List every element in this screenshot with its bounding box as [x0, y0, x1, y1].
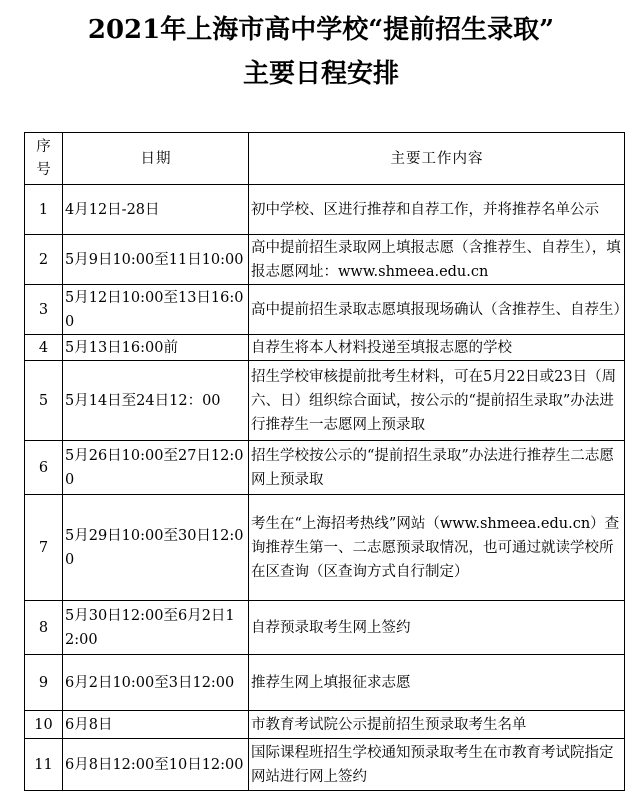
row-index: 4 — [25, 335, 63, 361]
row-content: 国际课程班招生学校通知预录取考生在市教育考试院指定网站进行网上签约 — [249, 739, 625, 791]
table-row — [25, 601, 625, 655]
row-content: 高中提前招生录取志愿填报现场确认（含推荐生、自荐生） — [249, 285, 625, 335]
row-index: 11 — [25, 739, 63, 791]
row-date: 6月2日10:00至3日12:00 — [63, 655, 249, 711]
row-content: 市教育考试院公示提前招生预录取考生名单 — [249, 711, 625, 739]
row-content: 考生在“上海招考热线”网站（www.shmeea.edu.cn）查询推荐生第一、二志愿预录取情况，也可通过就读学校所在区查询（区查询方式自行制定） — [249, 495, 625, 601]
table-row — [25, 285, 625, 335]
row-date: 6月8日 — [63, 711, 249, 739]
row-content: 高中提前招生录取网上填报志愿（含推荐生、自荐生），填报志愿网址：www.shmeea.edu.cn — [249, 235, 625, 285]
row-index: 7 — [25, 495, 63, 601]
row-content: 自荐预录取考生网上签约 — [249, 601, 625, 655]
header-index: 序 号 — [25, 133, 63, 185]
row-date: 6月8日12:00至10日12:00 — [63, 739, 249, 791]
row-index: 3 — [25, 285, 63, 335]
table-header-row — [25, 133, 625, 185]
row-index: 9 — [25, 655, 63, 711]
row-date: 4月12日-28日 — [63, 185, 249, 235]
row-content: 招生学校审核提前批考生材料，可在5月22日或23日（周六、日）组织综合面试，按公示的“提前招生录取”办法进行推荐生一志愿网上预录取 — [249, 361, 625, 441]
row-content: 自荐生将本人材料投递至填报志愿的学校 — [249, 335, 625, 361]
table-row — [25, 441, 625, 495]
table-row — [25, 361, 625, 441]
row-index: 2 — [25, 235, 63, 285]
header-content: 主要工作内容 — [249, 133, 625, 185]
row-index: 8 — [25, 601, 63, 655]
row-index: 10 — [25, 711, 63, 739]
table-row — [25, 739, 625, 791]
row-date: 5月26日10:00至27日12:00 — [63, 441, 249, 495]
table-row — [25, 335, 625, 361]
table-row — [25, 185, 625, 235]
row-content: 招生学校按公示的“提前招生录取”办法进行推荐生二志愿网上预录取 — [249, 441, 625, 495]
row-date: 5月30日12:00至6月2日12:00 — [63, 601, 249, 655]
row-date: 5月14日至24日12：00 — [63, 361, 249, 441]
table-row — [25, 711, 625, 739]
row-date: 5月12日10:00至13日16:00 — [63, 285, 249, 335]
row-index: 1 — [25, 185, 63, 235]
table-row — [25, 235, 625, 285]
document-title-line-2: 主要日程安排 — [242, 59, 399, 89]
document-title-line-1: 2021年上海市高中学校“提前招生录取” — [87, 15, 555, 45]
row-date: 5月29日10:00至30日12:00 — [63, 495, 249, 601]
row-content: 初中学校、区进行推荐和自荐工作，并将推荐名单公示 — [249, 185, 625, 235]
schedule-table — [24, 132, 628, 791]
table-row — [25, 655, 625, 711]
row-date: 5月13日16:00前 — [63, 335, 249, 361]
row-content: 推荐生网上填报征求志愿 — [249, 655, 625, 711]
row-index: 6 — [25, 441, 63, 495]
row-date: 5月9日10:00至11日10:00 — [63, 235, 249, 285]
row-index: 5 — [25, 361, 63, 441]
header-date: 日期 — [63, 133, 249, 185]
table-row — [25, 495, 625, 601]
